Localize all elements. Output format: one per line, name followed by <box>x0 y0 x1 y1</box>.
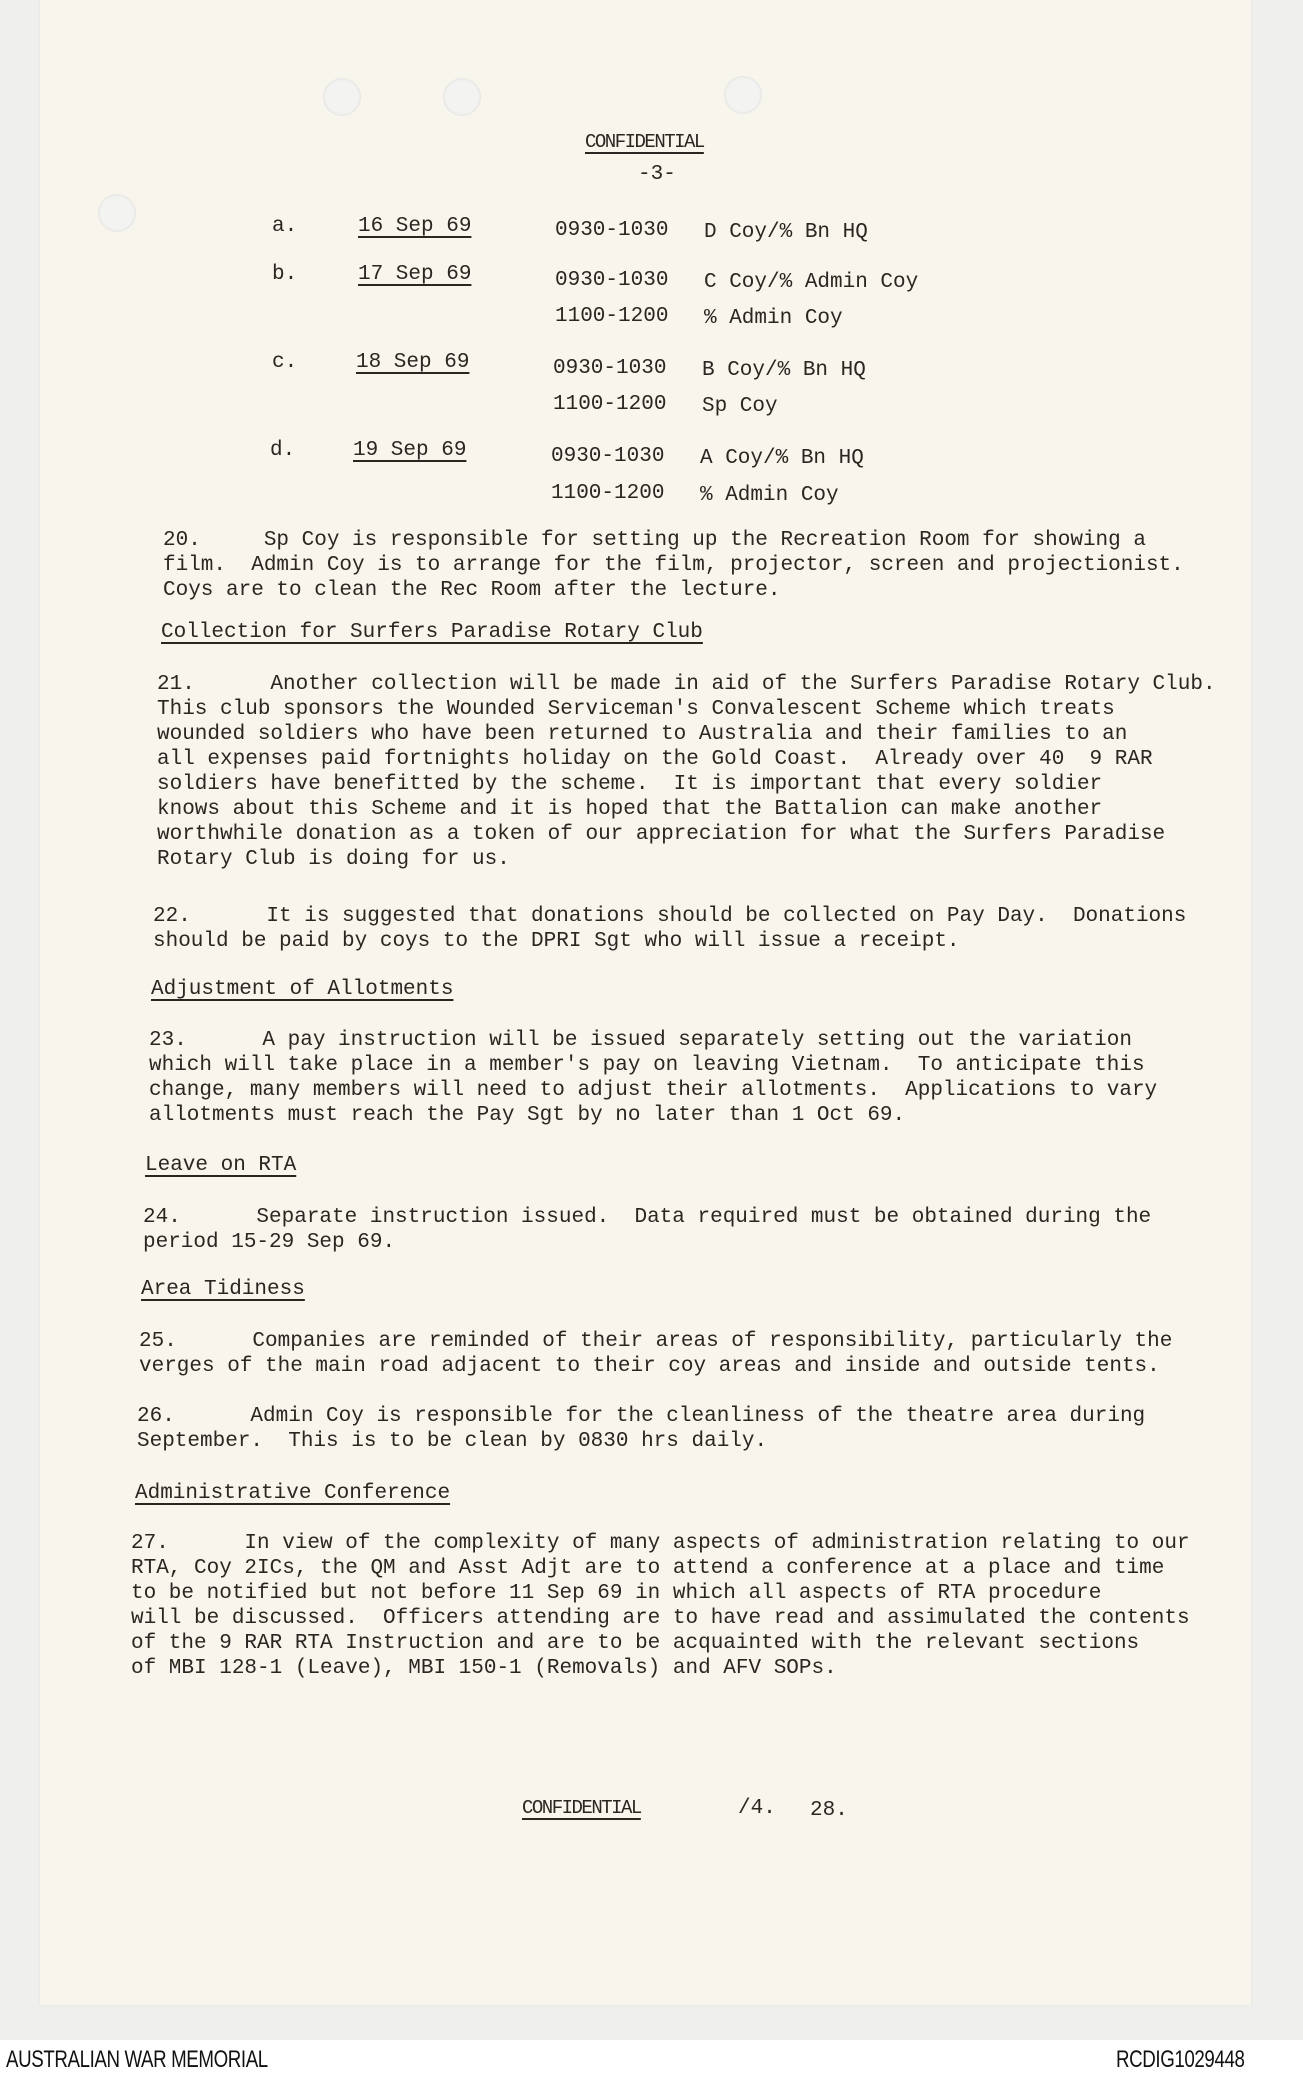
header-classification: CONFIDENTIAL <box>585 131 704 153</box>
paragraph-22 <box>153 904 1186 954</box>
section-heading: Area Tidiness <box>141 1278 305 1301</box>
schedule-time: 0930-1030 <box>551 445 665 468</box>
paragraph-23 <box>149 1028 1157 1128</box>
text-line: period 15-29 Sep 69. <box>143 1231 396 1254</box>
schedule-time: 0930-1030 <box>555 219 669 242</box>
paragraph-20 <box>163 528 1184 603</box>
text-line: 24. Separate instruction issued. Data required must be obtained during the <box>143 1206 1152 1229</box>
text-line: verges of the main road adjacent to their coy areas and inside and outside tents. <box>139 1355 1160 1378</box>
text-line: Rotary Club is doing for us. <box>157 848 510 871</box>
text-line: 23. A pay instruction will be issued separately setting out the variation <box>149 1029 1132 1052</box>
schedule-unit: Sp Coy <box>702 395 778 418</box>
schedule-date: 18 Sep 69 <box>356 351 470 374</box>
text-line: of MBI 128-1 (Leave), MBI 150-1 (Removals) and AFV SOPs. <box>131 1657 837 1680</box>
section-heading: Adjustment of Allotments <box>151 978 454 1001</box>
schedule-item-label: c. <box>272 351 298 374</box>
paragraph-25 <box>139 1329 1172 1379</box>
schedule-item-label: d. <box>270 439 296 462</box>
schedule-unit: D Coy/% Bn HQ <box>704 221 868 244</box>
schedule-time: 1100-1200 <box>555 305 669 328</box>
text-line: This club sponsors the Wounded Serviceman's Convalescent Scheme which treats <box>157 698 1115 721</box>
paragraph-26 <box>137 1404 1145 1454</box>
text-line: RTA, Coy 2ICs, the QM and Asst Adjt are to attend a conference at a place and time <box>131 1557 1165 1580</box>
paragraph-24 <box>143 1205 1151 1255</box>
text-line: of the 9 RAR RTA Instruction and are to be acquainted with the relevant sections <box>131 1632 1140 1655</box>
schedule-unit: B Coy/% Bn HQ <box>702 359 866 382</box>
schedule-item-label: a. <box>272 215 298 238</box>
text-line: worthwhile donation as a token of our appreciation for what the Surfers Paradise <box>157 823 1166 846</box>
paragraph-27 <box>131 1531 1190 1681</box>
schedule-time: 1100-1200 <box>553 393 667 416</box>
text-line: 22. It is suggested that donations should be collected on Pay Day. Donations <box>153 905 1187 928</box>
archive-reference: RCDIG1029448 <box>1116 2046 1245 2073</box>
schedule-unit: A Coy/% Bn HQ <box>700 447 864 470</box>
text-line: 20. Sp Coy is responsible for setting up the Recreation Room for showing a <box>163 529 1146 552</box>
footer-classification: CONFIDENTIAL <box>522 1797 641 1819</box>
text-line: 21. Another collection will be made in aid of the Surfers Paradise Rotary Club. <box>157 673 1216 696</box>
text-line: allotments must reach the Pay Sgt by no later than 1 Oct 69. <box>149 1104 906 1127</box>
continuation-marker: /4. <box>738 1797 776 1820</box>
text-line: should be paid by coys to the DPRI Sgt who will issue a receipt. <box>153 930 960 953</box>
schedule-date: 17 Sep 69 <box>358 263 472 286</box>
text-line: 25. Companies are reminded of their areas of responsibility, particularly the <box>139 1330 1173 1353</box>
schedule-unit: C Coy/% Admin Coy <box>704 271 919 294</box>
text-line: wounded soldiers who have been returned to Australia and their families to an <box>157 723 1128 746</box>
schedule-time: 0930-1030 <box>553 357 667 380</box>
schedule-item-label: b. <box>272 263 298 286</box>
text-line: knows about this Scheme and it is hoped that the Battalion can make another <box>157 798 1103 821</box>
text-line: which will take place in a member's pay on leaving Vietnam. To anticipate this <box>149 1054 1145 1077</box>
text-line: 27. In view of the complexity of many aspects of administration relating to our <box>131 1532 1190 1555</box>
text-line: will be discussed. Officers attending are to have read and assimulated the contents <box>131 1607 1190 1630</box>
next-paragraph-number: 28. <box>810 1799 848 1822</box>
schedule-date: 19 Sep 69 <box>353 439 467 462</box>
text-line: all expenses paid fortnights holiday on the Gold Coast. Already over 40 9 RAR <box>157 748 1153 771</box>
text-line: soldiers have benefitted by the scheme. It is important that every soldier <box>157 773 1103 796</box>
schedule-unit: % Admin Coy <box>700 484 839 507</box>
paragraph-21 <box>157 672 1216 872</box>
text-line: Coys are to clean the Rec Room after the lecture. <box>163 579 781 602</box>
text-line: 26. Admin Coy is responsible for the cleanliness of the theatre area during <box>137 1405 1146 1428</box>
schedule-date: 16 Sep 69 <box>358 215 472 238</box>
text-line: to be notified but not before 11 Sep 69 in which all aspects of RTA procedure <box>131 1582 1102 1605</box>
schedule-unit: % Admin Coy <box>704 307 843 330</box>
archive-institution: AUSTRALIAN WAR MEMORIAL <box>6 2046 268 2073</box>
text-line: September. This is to be clean by 0830 hrs daily. <box>137 1430 768 1453</box>
schedule-time: 0930-1030 <box>555 269 669 292</box>
page-number: -3- <box>638 163 676 186</box>
section-heading: Leave on RTA <box>145 1154 297 1177</box>
schedule-time: 1100-1200 <box>551 482 665 505</box>
text-line: change, many members will need to adjust their allotments. Applications to vary <box>149 1079 1158 1102</box>
section-heading: Administrative Conference <box>135 1482 451 1505</box>
text-line: film. Admin Coy is to arrange for the film, projector, screen and projectionist. <box>163 554 1184 577</box>
section-heading: Collection for Surfers Paradise Rotary Club <box>161 621 703 644</box>
